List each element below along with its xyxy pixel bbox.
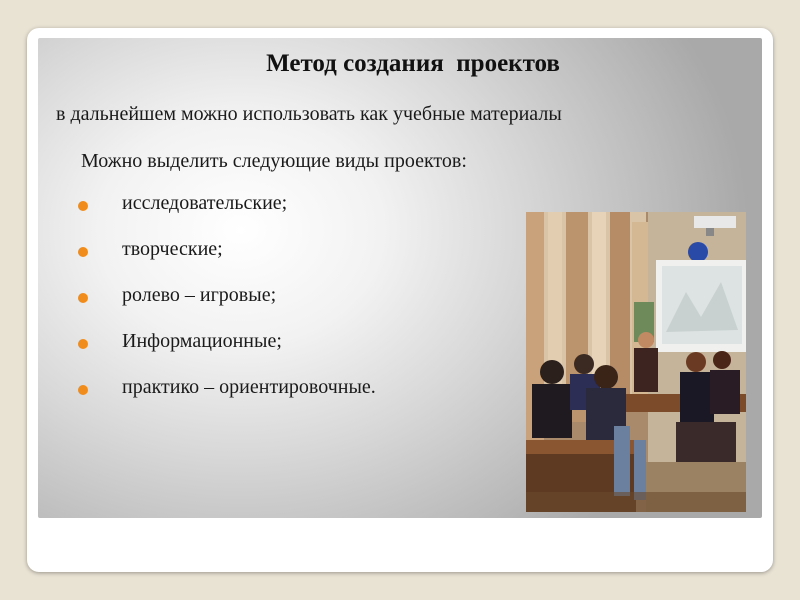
bullet-icon (78, 293, 88, 303)
slide-title: Метод создания проектов (266, 50, 560, 77)
slide-subtitle: в дальнейшем можно использовать как учебные материалы (56, 103, 562, 125)
bullet-icon (78, 385, 88, 395)
list-item-text: ролево – игровые; (122, 284, 277, 306)
classroom-photo (526, 212, 746, 512)
slide-intro: Можно выделить следующие виды проектов: (81, 150, 467, 172)
list-item-text: Информационные; (122, 330, 282, 352)
bullet-icon (78, 201, 88, 211)
list-item-text: практико – ориентировочные. (122, 376, 376, 398)
bullet-icon (78, 247, 88, 257)
bullet-icon (78, 339, 88, 349)
list-item-text: исследовательские; (122, 192, 288, 214)
list-item-text: творческие; (122, 238, 223, 260)
